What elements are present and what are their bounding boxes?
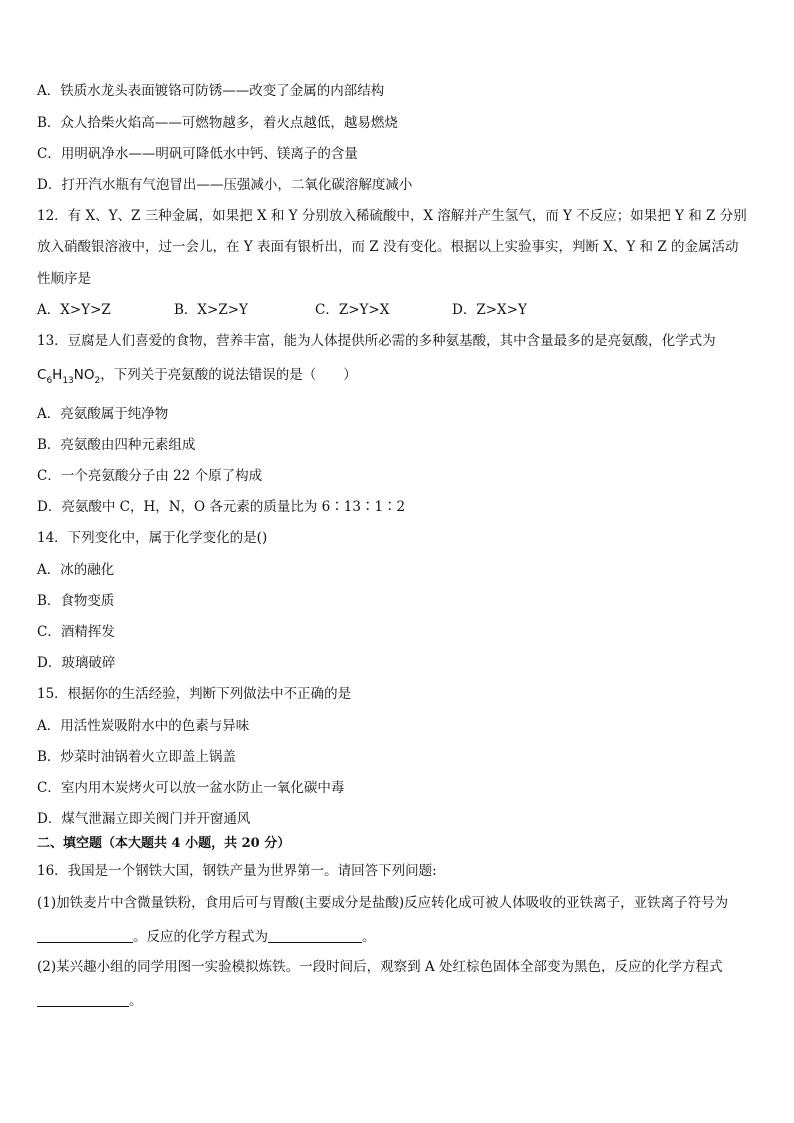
q13-stem-line2: $C_6H_{13}NO_2$，下列关于亮氨酸的说法错误的是（ ）: [37, 367, 357, 386]
q14-option-c: C．酒精挥发: [37, 624, 115, 640]
q13-option-d: D．亮氨酸中 C，H，N，O 各元素的质量比为 6∶13∶1∶2: [37, 499, 406, 515]
section-heading: 二、填空题（本大题共 4 小题，共 20 分）: [37, 836, 291, 851]
leucine-formula: $C_6H_{13}NO_2$: [37, 367, 101, 386]
q14-option-d: D．玻璃破碎: [37, 655, 116, 671]
q12-stem-line1: 12．有 X、Y、Z 三种金属，如果把 X 和 Y 分别放入稀硫酸中，X 溶解并产生氢气，而 Y 不反应；如果把 Y 和 Z 分别: [37, 208, 747, 224]
q15-option-a: A．用活性炭吸附水中的色素与异味: [37, 718, 250, 734]
q16-part2-line2: 。: [37, 992, 143, 1010]
q12-option-c: C．Z>Y>X: [315, 302, 390, 318]
q14-option-a: A．冰的融化: [37, 562, 115, 578]
q16-part1-line1: (1)加铁麦片中含微量铁粉，食用后可与胃酸(主要成分是盐酸)反应转化成可被人体吸收的亚铁离子，亚铁离子符号为: [37, 895, 729, 911]
q12-stem-line3: 性顺序是: [37, 271, 91, 287]
q15-option-d: D．煤气泄漏立即关阀门并开窗通风: [37, 811, 251, 827]
q11-option-b: B．众人拾柴火焰高——可燃物越多，着火点越低，越易燃烧: [37, 115, 398, 131]
q12-option-b: B．X>Z>Y: [174, 302, 248, 318]
q16-part2-line1: (2)某兴趣小组的同学用图一实验模拟炼铁。一段时间后，观察到 A 处红棕色固体全部变为黑色，反应的化学方程式: [37, 959, 723, 975]
q14-stem: 14．下列变化中，属于化学变化的是(): [37, 530, 268, 546]
q12-option-d: D．Z>X>Y: [452, 302, 527, 318]
q12-stem-line2: 放入硝酸银溶液中，过一会儿，在 Y 表面有银析出，而 Z 没有变化。根据以上实验事实，判断 X、Y 和 Z 的金属活动: [37, 239, 739, 255]
q11-option-c: C．用明矾净水——明矾可降低水中钙、镁离子的含量: [37, 146, 358, 162]
answer-blank-equation-2[interactable]: [37, 992, 129, 1007]
q14-option-b: B．食物变质: [37, 593, 115, 609]
q13-option-c: C．一个亮氨酸分子由 22 个原了构成: [37, 468, 263, 484]
q13-option-b: B．亮氨酸由四种元素组成: [37, 437, 196, 453]
q15-option-b: B．炒菜时油锅着火立即盖上锅盖: [37, 749, 236, 765]
q11-option-d: D．打开汽水瓶有气泡冒出——压强减小，二氧化碳溶解度减小: [37, 177, 413, 193]
q15-stem: 15．根据你的生活经验，判断下列做法中不正确的是: [37, 686, 352, 702]
q13-stem-line1: 13．豆腐是人们喜爱的食物，营养丰富，能为人体提供所必需的多种氨基酸，其中含量最多的是亮氨酸，化学式为: [37, 333, 716, 349]
q12-option-a: A．X>Y>Z: [37, 302, 111, 318]
q15-option-c: C．室内用木炭烤火可以放一盆水防止一氧化碳中毒: [37, 780, 345, 796]
q12-options: [37, 301, 637, 319]
q13-option-a: A．亮氨酸属于纯净物: [37, 406, 169, 422]
answer-blank-ion-symbol[interactable]: [37, 928, 133, 943]
answer-blank-equation-1[interactable]: [268, 928, 362, 943]
q16-stem: 16．我国是一个钢铁大国，钢铁产量为世界第一。请回答下列问题:: [37, 863, 437, 879]
q16-part1-line2: 。反应的化学方程式为 。: [37, 928, 376, 946]
q11-option-a: A．铁质水龙头表面镀铬可防锈——改变了金属的内部结构: [37, 83, 385, 99]
